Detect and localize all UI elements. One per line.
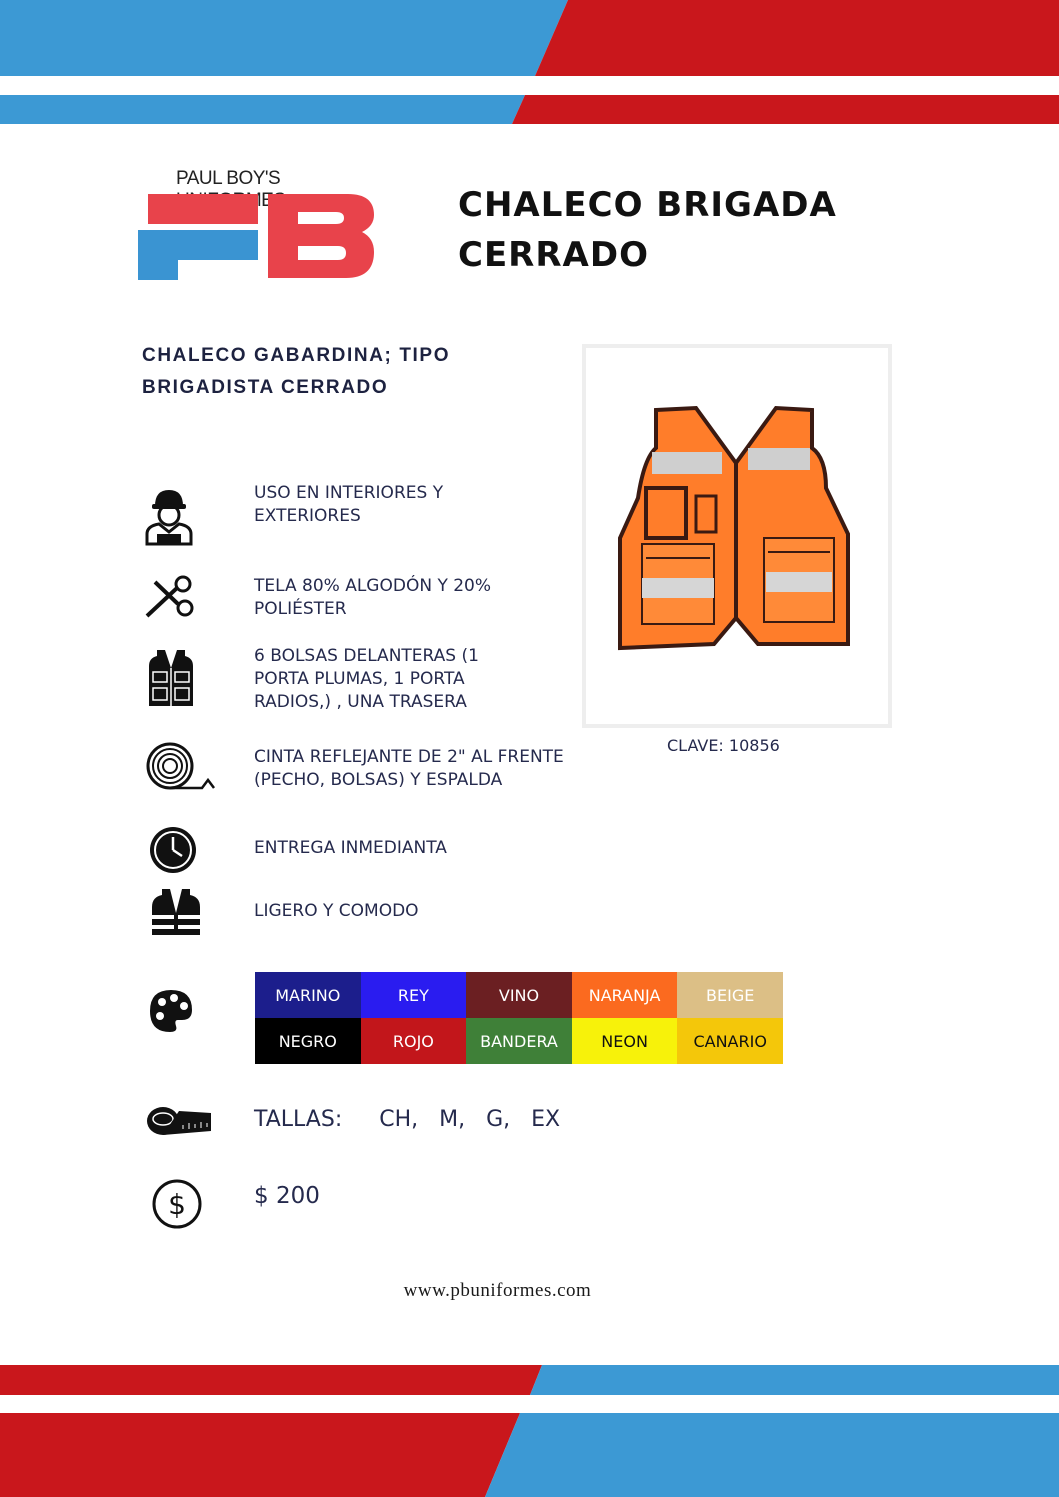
feature-line: CINTA REFLEJANTE DE 2" AL FRENTE (254, 747, 564, 767)
orange-vest-image (586, 348, 888, 724)
brand-logo (138, 162, 378, 282)
feature-fabric (254, 575, 614, 621)
feature-line: TELA 80% ALGODÓN Y 20% (254, 576, 492, 596)
sizes-values: CH, M, G, EX (379, 1107, 561, 1132)
palette-icon (148, 988, 194, 1034)
feature-delivery (254, 837, 614, 860)
description-line-1: CHALECO GABARDINA; TIPO (142, 345, 451, 366)
pb-logo-icon (138, 190, 378, 282)
feature-line: EXTERIORES (254, 506, 361, 526)
color-swatch-canario: CANARIO (677, 1018, 783, 1064)
feature-comfort (254, 900, 614, 923)
feature-line: ENTREGA INMEDIANTA (254, 838, 447, 858)
website-link[interactable]: www.pbuniformes.com (403, 1280, 592, 1301)
product-image (582, 344, 892, 728)
feature-line: POLIÉSTER (254, 599, 347, 619)
sizes (254, 1107, 560, 1132)
title-line-2: CERRADO (458, 235, 649, 275)
color-swatch-beige: BEIGE (677, 972, 783, 1018)
worker-icon (143, 486, 195, 546)
sizes-label: TALLAS: (254, 1107, 343, 1132)
clock-icon (148, 825, 198, 875)
feature-line: RADIOS,) , UNA TRASERA (254, 692, 467, 712)
svg-text:$: $ (168, 1188, 186, 1221)
color-swatch-neon: NEON (572, 1018, 678, 1064)
color-swatch-marino: MARINO (255, 972, 361, 1018)
color-swatch-rey: REY (361, 972, 467, 1018)
color-swatch-rojo: ROJO (361, 1018, 467, 1064)
bottom-banner (0, 1365, 1059, 1497)
product-description (142, 340, 562, 404)
feature-line: USO EN INTERIORES Y (254, 483, 444, 503)
color-swatch-negro: NEGRO (255, 1018, 361, 1064)
product-code: CLAVE: 10856 (667, 736, 780, 755)
feature-line: LIGERO Y COMODO (254, 901, 419, 921)
tape-roll-icon (146, 740, 216, 792)
product-title (458, 180, 837, 280)
color-swatch-naranja: NARANJA (572, 972, 678, 1018)
logo-text: PAUL BOY'S (176, 168, 281, 189)
tape-measure-icon (145, 1103, 213, 1139)
feature-pockets (254, 645, 614, 714)
feature-line: (PECHO, BOLSAS) Y ESPALDA (254, 770, 503, 790)
price: $ 200 (254, 1183, 320, 1209)
description-line-2: BRIGADISTA CERRADO (142, 377, 389, 398)
vest-pockets-icon (147, 648, 195, 708)
feature-line: 6 BOLSAS DELANTERAS (1 (254, 646, 479, 666)
color-swatch-bandera: BANDERA (466, 1018, 572, 1064)
feature-reflective-tape (254, 746, 634, 792)
color-swatch-vino: VINO (466, 972, 572, 1018)
scissors-icon (143, 572, 197, 622)
dollar-icon (151, 1178, 203, 1230)
color-swatches (255, 972, 783, 1064)
feature-line: PORTA PLUMAS, 1 PORTA (254, 669, 465, 689)
title-line-1: CHALECO BRIGADA (458, 185, 837, 225)
safety-vest-icon (150, 887, 202, 937)
top-banner (0, 0, 1059, 130)
feature-usage (254, 482, 614, 528)
